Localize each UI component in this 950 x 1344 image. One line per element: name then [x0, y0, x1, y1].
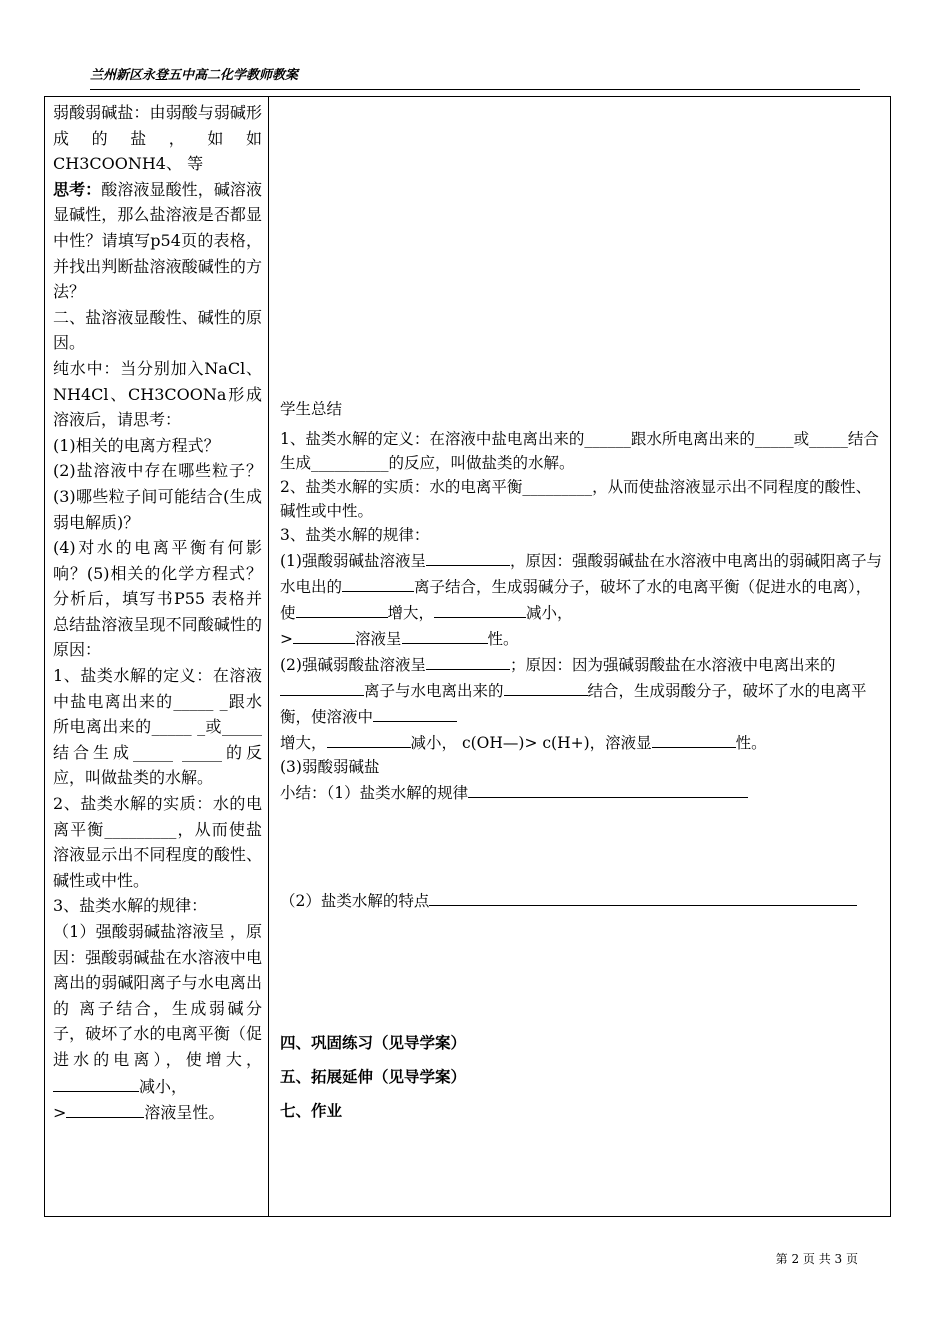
- summary-essence: 2、盐类水解的实质：水的电离平衡_________，从而使盐溶液显示出不同程度的酸性、碱性或中性。: [280, 478, 872, 520]
- blank[interactable]: [293, 625, 355, 644]
- blank[interactable]: [327, 729, 411, 748]
- blank[interactable]: [652, 729, 736, 748]
- question-1: (1)相关的电离方程式？: [53, 435, 220, 455]
- blank[interactable]: [426, 651, 510, 670]
- section-four: 四、巩固练习（见导学案）: [280, 1034, 467, 1052]
- section-five: 五、拓展延伸（见导学案）: [280, 1068, 467, 1086]
- page-header: 兰州新区永登五中高二化学教师教案: [90, 64, 860, 90]
- blank[interactable]: [373, 703, 457, 722]
- decrease-text: 减小，: [139, 1076, 188, 1096]
- summary-weak-acid-weak-base: (3)弱酸弱碱盐: [280, 758, 380, 776]
- section-seven: 七、作业: [280, 1102, 343, 1120]
- strong-acid-weak-base-text: （1）强酸弱碱盐溶液呈 ，原因：强酸弱碱盐在水溶液中电离出的弱碱阳离子与水电离出的 离子结合，生成弱碱分子，破坏了水的电离平衡（促进水的电离），使增大，: [53, 922, 262, 1069]
- summary-feature-question: （2）盐类水解的特点: [280, 887, 884, 913]
- answer-line[interactable]: [429, 887, 857, 906]
- question-2-3: (2)盐溶液中存在哪些粒子？(3)哪些粒子间可能结合(生成弱电解质)？: [53, 461, 262, 532]
- summary-definition: 1、盐类水解的定义：在溶液中盐电离出来的______跟水所电离出来的_____或_____结合生成__________的反应，叫做盐类的水解。: [280, 430, 879, 472]
- summary-rule-question: 小结：（1）盐类水解的规律: [280, 779, 884, 805]
- section-two-heading: 二、盐溶液显酸性、碱性的原因。: [53, 307, 262, 353]
- thinking-text: 酸溶液显酸性，碱溶液显碱性，那么盐溶液是否都显中性？请填写p54页的表格，并找出判断盐溶液酸碱性的方法？: [53, 179, 262, 302]
- blank[interactable]: [53, 1073, 139, 1092]
- answer-line[interactable]: [468, 779, 748, 798]
- blank[interactable]: [402, 625, 488, 644]
- summary-rules: 3、盐类水解的规律：: [280, 526, 430, 544]
- page-number: 第 2 页 共 3 页: [775, 1252, 858, 1266]
- thinking-question: [53, 177, 262, 305]
- lesson-table: [44, 96, 891, 1217]
- student-column: [269, 97, 890, 1216]
- summary-strong-base-weak-acid: (2)强碱弱酸盐溶液呈 ；原因：因为强碱弱酸盐在水溶液中电离出来的离子与水电离出来的 结合，生成弱酸分子，破坏了水的电离平衡，使溶液中 增大， 减小， c(OH—)> c(H+)，溶液显 性。: [280, 651, 884, 755]
- hydrolysis-rules: 3、盐类水解的规律：: [53, 896, 208, 916]
- blank[interactable]: [296, 599, 388, 618]
- hydrolysis-definition: 1、盐类水解的定义：在溶液中盐电离出来的_____ _跟水所电离出来的_____ _或_____结合生成_____ _____的反应，叫做盐类的水解。: [53, 666, 262, 788]
- pure-water-prompt: 纯水中：当分别加入NaCl、NH4Cl、CH3COONa形成溶液后，请思考：: [53, 358, 262, 430]
- solution-nature-text: 溶液呈性。: [144, 1103, 225, 1123]
- blank[interactable]: [280, 677, 364, 696]
- blank[interactable]: [342, 573, 414, 592]
- summary-strong-acid-weak-base: (1)强酸弱碱盐溶液呈 ，原因：强酸弱碱盐在水溶液中电离出的弱碱阳离子与水电出的 离子结合，生成弱碱分子，破坏了水的电离平衡（促进水的电离），使 增大， 减小， > 溶液呈 性。: [280, 547, 884, 651]
- blank[interactable]: [434, 599, 526, 618]
- question-4-5: (4)对水的电离平衡有何影响？(5)相关的化学方程式？分析后，填写书P55 表格并总结盐溶液呈现不同酸碱性的原因：: [53, 538, 262, 660]
- weak-acid-weak-base-salt: 弱酸弱碱盐：由弱酸与弱碱形成的盐，如如CH3COONH4、 等: [53, 103, 262, 174]
- summary-title: 学生总结: [280, 400, 343, 418]
- hydrolysis-essence: 2、盐类水解的实质：水的电离平衡_________，从而使盐溶液显示出不同程度的酸性、碱性或中性。: [53, 794, 262, 890]
- thinking-label: 思考：: [53, 179, 102, 199]
- greater-than: >: [53, 1103, 67, 1123]
- solution-nature-line: [53, 1099, 262, 1126]
- blank[interactable]: [66, 1099, 144, 1118]
- teacher-column: [45, 97, 269, 1216]
- strong-acid-weak-base: [53, 919, 262, 1099]
- blank[interactable]: [504, 677, 588, 696]
- blank[interactable]: [426, 547, 510, 566]
